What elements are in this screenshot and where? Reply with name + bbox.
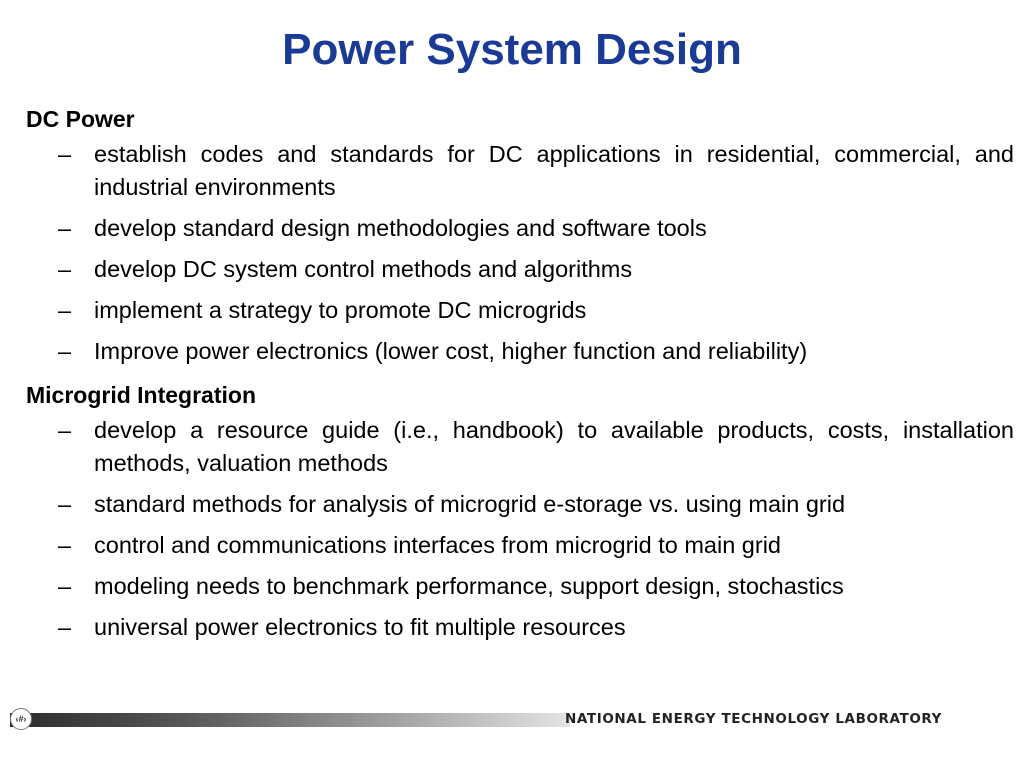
list-item-text: develop DC system control methods and algorithms [94,256,633,282]
page-number-badge: ‹#› [10,708,32,730]
bullet-list [26,138,1014,368]
list-item [26,570,1014,603]
list-item-text: develop a resource guide (i.e., handbook) to available products, costs, installation methods, valuation methods [94,417,1014,476]
dash-marker: – [58,417,72,443]
list-item [26,253,1014,286]
list-item [26,138,1014,204]
list-item [26,212,1014,245]
dash-marker: – [58,215,72,241]
list-item-text: standard methods for analysis of microgrid e-storage vs. using main grid [94,491,846,517]
footer-gradient-bar [10,713,570,727]
organization-logo-text: NATIONAL ENERGY TECHNOLOGY LABORATORY [565,711,943,727]
slide-footer [0,708,1024,732]
section-heading: DC Power [26,106,135,132]
dash-marker: – [58,532,72,558]
list-item [26,529,1014,562]
list-item-text: control and communications interfaces from microgrid to main grid [94,532,781,558]
list-item-text: universal power electronics to fit multiple resources [94,614,626,640]
list-item [26,294,1014,327]
section-dc-power [26,100,1014,368]
dash-marker: – [58,141,72,167]
dash-marker: – [58,491,72,517]
list-item [26,414,1014,480]
list-item-text: implement a strategy to promote DC microgrids [94,297,587,323]
dash-marker: – [58,256,72,282]
dash-marker: – [58,297,72,323]
slide-title: Power System Design [282,25,742,74]
list-item [26,611,1014,644]
section-microgrid-integration [26,376,1014,644]
slide-content [26,100,1014,652]
list-item [26,488,1014,521]
list-item-text: modeling needs to benchmark performance, support design, stochastics [94,573,844,599]
bullet-list [26,414,1014,644]
list-item-text: develop standard design methodologies and software tools [94,215,707,241]
dash-marker: – [58,338,72,364]
dash-marker: – [58,614,72,640]
list-item [26,335,1014,368]
dash-marker: – [58,573,72,599]
list-item-text: establish codes and standards for DC applications in residential, commercial, and industrial environments [94,141,1014,200]
section-heading: Microgrid Integration [26,382,256,408]
list-item-text: Improve power electronics (lower cost, higher function and reliability) [94,338,808,364]
